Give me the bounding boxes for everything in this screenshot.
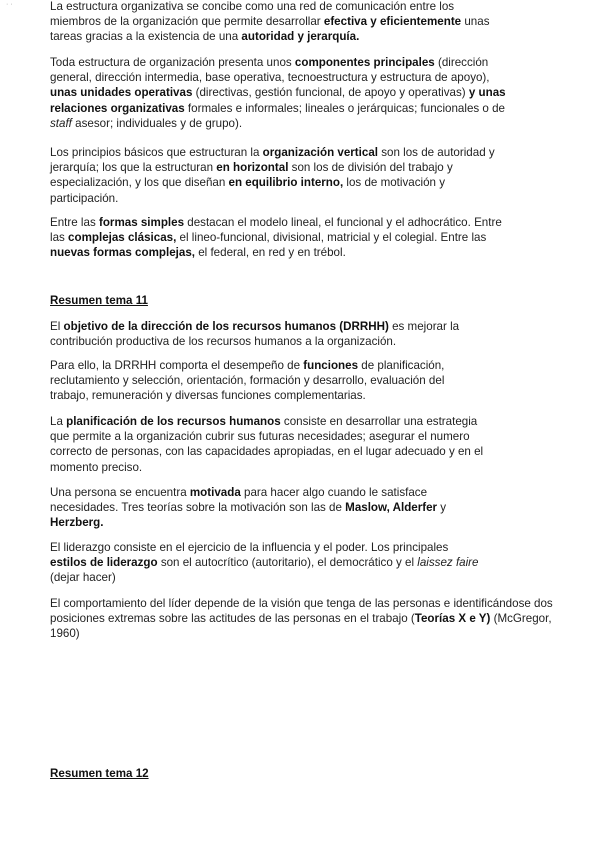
text-run: posiciones extremas sobre las actitudes de las personas en el trabajo (	[50, 612, 415, 626]
text-run: necesidades. Tres teorías sobre la motivación son las de	[50, 501, 346, 515]
text-run: jerarquía; los que la estructuran	[50, 161, 217, 175]
bold-run: planificación de los recursos humanos	[66, 415, 281, 428]
text-line	[50, 85, 530, 100]
text-line	[50, 515, 530, 530]
text-line	[50, 70, 530, 85]
text-run: el lineo-funcional, divisional, matricial y el colegial. Entre las	[176, 231, 487, 245]
text-run: El liderazgo consiste en el ejercicio de la influencia y el poder. Los principales	[50, 541, 449, 554]
text-line	[50, 160, 530, 175]
corner-mark: · ·	[6, 1, 13, 8]
bold-run: en equilibrio interno,	[228, 176, 344, 190]
text-line	[50, 334, 530, 349]
text-run: correcto de personas, con las capacidades apropiadas, en el lugar adecuado y en el	[50, 445, 484, 459]
text-run: asesor; individuales y de grupo).	[71, 116, 243, 130]
text-run: consiste en desarrollar una estrategia	[280, 415, 478, 428]
text-line	[50, 145, 530, 160]
text-run: que permite a la organización cubrir sus futuras necesidades; asegurar el numero	[50, 430, 470, 444]
italic-run: laissez faire	[417, 556, 479, 570]
comportamiento-paragraph	[50, 596, 580, 642]
text-line	[50, 55, 530, 70]
text-run: unas	[461, 15, 490, 29]
text-line	[50, 191, 530, 206]
bold-run: y unas	[468, 86, 506, 100]
text-line	[50, 444, 530, 459]
text-run: La	[50, 415, 67, 428]
italic-run: staff	[50, 116, 72, 130]
text-line	[50, 540, 530, 555]
text-line	[50, 414, 530, 429]
objetivo-paragraph	[50, 319, 530, 349]
text-line	[50, 373, 530, 388]
text-run: el federal, en red y en trébol.	[194, 246, 346, 260]
bold-run: relaciones organizativas	[50, 101, 185, 115]
bold-run: formas simples	[98, 216, 185, 229]
text-line	[50, 116, 530, 131]
text-run: miembros de la organización que permite desarrollar	[50, 15, 324, 29]
text-line	[50, 358, 530, 373]
text-run: son los de autoridad y	[378, 146, 495, 159]
bold-run: funciones	[303, 359, 359, 372]
funciones-paragraph	[50, 358, 530, 404]
text-run: participación.	[50, 191, 119, 205]
bold-run: objetivo de la dirección de los recursos humanos (DRRHH)	[63, 320, 389, 333]
bold-run: nuevas formas complejas,	[50, 246, 195, 260]
intro-paragraph	[50, 0, 530, 45]
bold-run: estilos de liderazgo	[50, 556, 158, 570]
text-run: 1960)	[50, 627, 80, 641]
text-run: destacan el modelo lineal, el funcional y el adhocrático. Entre	[184, 216, 502, 229]
text-run: son el autocrítico (autoritario), el democrático y el	[157, 556, 418, 570]
text-run: reclutamiento y selección, orientación, formación y desarrollo, evaluación del	[50, 374, 445, 388]
heading-tema-12: Resumen tema 12	[50, 767, 149, 780]
bold-run: Herzberg.	[50, 516, 104, 530]
text-line	[50, 319, 530, 334]
text-run: es mejorar la	[388, 320, 460, 333]
text-line	[50, 29, 530, 44]
text-line	[50, 0, 530, 14]
text-line	[50, 611, 580, 626]
bold-run: organización vertical	[262, 146, 379, 159]
text-line	[50, 14, 530, 29]
text-run: formales e informales; lineales o jerárquicas; funcionales o de	[184, 101, 505, 115]
text-run: Para ello, la DRRHH comporta el desempeño de	[50, 359, 304, 372]
text-line	[50, 555, 530, 570]
text-line	[50, 570, 530, 585]
text-run: de planificación,	[358, 359, 445, 372]
text-line	[50, 230, 530, 245]
text-line	[50, 388, 530, 403]
bold-run: complejas clásicas,	[68, 231, 177, 245]
bold-run: Maslow, Alderfer	[345, 501, 438, 515]
principios-paragraph	[50, 145, 530, 206]
componentes-paragraph	[50, 55, 530, 131]
text-run: (directivas, gestión funcional, de apoyo y operativas)	[192, 86, 469, 100]
liderazgo-paragraph	[50, 540, 530, 586]
text-run: Los principios básicos que estructuran la	[50, 146, 263, 159]
motivacion-paragraph	[50, 485, 530, 531]
text-run: Entre las	[50, 216, 99, 229]
text-run: (dirección	[434, 56, 489, 69]
heading-tema-11: Resumen tema 11	[50, 294, 148, 307]
text-run: tareas gracias a la existencia de una	[50, 30, 242, 44]
text-run: trabajo, remuneración y diversas funciones complementarias.	[50, 389, 366, 403]
text-line	[50, 101, 530, 116]
text-run: especialización, y los que diseñan	[50, 176, 229, 190]
planificacion-paragraph	[50, 414, 530, 475]
text-run: La estructura organizativa se concibe como una red de comunicación entre los	[50, 0, 455, 13]
text-run: Toda estructura de organización presenta unos	[50, 56, 295, 69]
bold-run: Teorías X e Y)	[414, 612, 491, 626]
text-line	[50, 500, 530, 515]
text-run: (McGregor,	[490, 612, 552, 626]
text-run: El comportamiento del líder depende de la visión que tenga de las personas e identificándose dos	[50, 597, 553, 610]
bold-run: componentes principales	[294, 56, 435, 69]
text-line	[50, 596, 580, 611]
text-run: contribución productiva de los recursos humanos a la organización.	[50, 335, 397, 349]
text-run: las	[50, 231, 69, 245]
text-run: El	[50, 320, 64, 333]
text-run: y	[437, 501, 447, 515]
text-line	[50, 626, 580, 641]
text-line	[50, 460, 530, 475]
formas-paragraph	[50, 215, 530, 261]
text-run: (dejar hacer)	[50, 571, 116, 585]
text-line	[50, 485, 530, 500]
text-run: general, dirección intermedia, base operativa, tecnoestructura y estructura de apoyo),	[50, 71, 490, 85]
bold-run: motivada	[189, 486, 241, 499]
text-run: momento preciso.	[50, 460, 143, 474]
text-run: los de motivación y	[343, 176, 446, 190]
bold-run: autoridad y jerarquía.	[241, 30, 360, 44]
text-line	[50, 215, 530, 230]
text-run: Una persona se encuentra	[50, 486, 190, 499]
bold-run: en horizontal	[216, 161, 289, 175]
text-run: son los de división del trabajo y	[288, 161, 453, 175]
text-line	[50, 175, 530, 190]
text-run: para hacer algo cuando le satisface	[240, 486, 428, 499]
bold-run: efectiva y eficientemente	[323, 15, 462, 29]
bold-run: unas unidades operativas	[50, 86, 193, 100]
text-line	[50, 429, 530, 444]
text-line	[50, 245, 530, 260]
